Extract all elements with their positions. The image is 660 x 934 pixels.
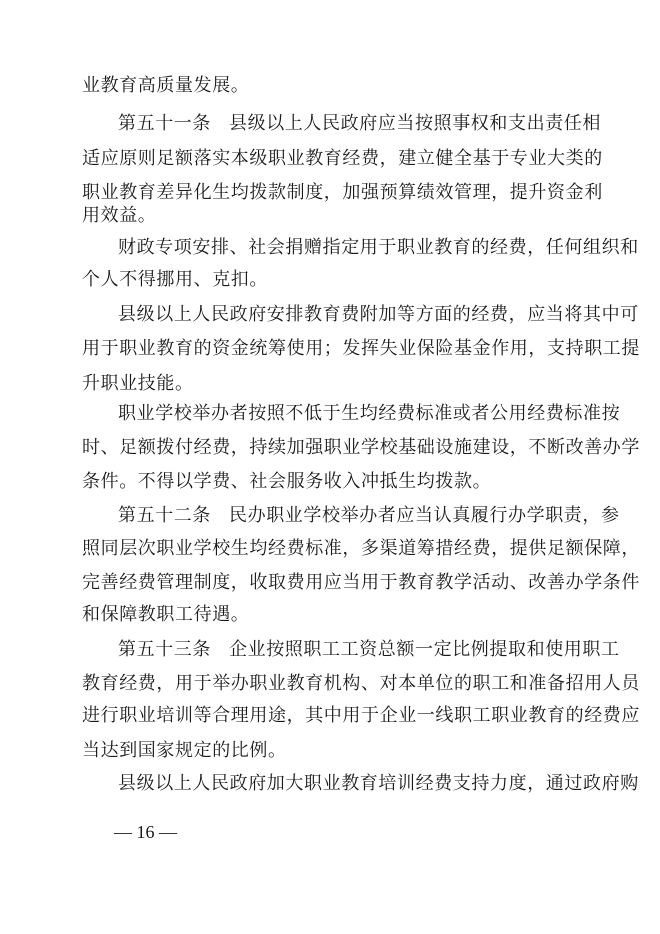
line-text: 照同层次职业学校生均经费标准，多渠道筹措经费，提供足额保障，: [82, 538, 640, 559]
line-text: 适应原则足额落实本级职业教育经费，建立健全基于专业大类的: [82, 148, 603, 169]
text-line: [82, 204, 592, 228]
text-line: [82, 268, 592, 292]
line-text: 教育经费，用于举办职业教育机构、对本单位的职工和准备招用人员: [82, 673, 640, 694]
line-text: 县级以上人民政府加大职业教育培训经费支持力度，通过政府购: [118, 773, 639, 794]
line-text: 完善经费管理制度，收取费用应当用于教育教学活动、改善办学条件: [82, 572, 640, 593]
text-line: [82, 337, 640, 361]
paragraph-first-line: [118, 772, 639, 796]
paragraph-first-line: [118, 236, 639, 260]
text-line: [82, 537, 640, 561]
line-text: 民办职业学校举办者应当认真履行办学职责，参: [229, 505, 620, 526]
text-line: [82, 704, 640, 728]
line-text: 县级以上人民政府应当按照事权和支出责任相: [229, 113, 601, 134]
line-text: 用于职业教育的资金统筹使用；发挥失业保险基金作用，支持职工提: [82, 338, 640, 359]
article-number: 第五十二条: [118, 505, 211, 526]
text-line: [82, 672, 640, 696]
line-text: 职业学校举办者按照不低于生均经费标准或者公用经费标准按: [118, 403, 621, 424]
text-line: [82, 739, 592, 763]
line-text: 企业按照职工工资总额一定比例提取和使用职工: [229, 639, 620, 660]
text-line: [82, 147, 603, 171]
line-text: 业教育高质量发展。: [82, 75, 250, 96]
paragraph-first-line: [118, 402, 621, 426]
line-text: 时、足额拨付经费，持续加强职业学校基础设施建设，不断改善办学: [82, 437, 640, 458]
article-51-heading-line: [118, 112, 601, 136]
line-text: 财政专项安排、社会捐赠指定用于职业教育的经费，任何组织和: [118, 237, 639, 258]
article-53-heading-line: [118, 638, 620, 662]
line-text: 和保障教职工待遇。: [82, 604, 250, 625]
text-line: [82, 372, 592, 396]
paragraph-first-line: [118, 303, 639, 327]
line-text: 条件。不得以学费、社会服务收入冲抵生均拨款。: [82, 471, 492, 492]
text-line: [82, 181, 603, 205]
line-text: 县级以上人民政府安排教育费附加等方面的经费，应当将其中可: [118, 304, 639, 325]
text-line: [82, 436, 640, 460]
line-text: 个人不得挪用、克扣。: [82, 269, 268, 290]
article-number: 第五十一条: [118, 113, 211, 134]
page-number: — 16 —: [114, 822, 177, 842]
text-line: [82, 470, 592, 494]
text-line: [82, 571, 640, 595]
line-text: 职业教育差异化生均拨款制度，加强预算绩效管理，提升资金利: [82, 182, 603, 203]
line-text: 升职业技能。: [82, 373, 194, 394]
line-text: 进行职业培训等合理用途，其中用于企业一线职工职业教育的经费应: [82, 705, 640, 726]
line-text: 用效益。: [82, 205, 157, 226]
article-number: 第五十三条: [118, 639, 211, 660]
article-52-heading-line: [118, 504, 620, 528]
text-line: [82, 603, 592, 627]
text-line: [82, 74, 592, 98]
line-text: 当达到国家规定的比例。: [82, 740, 287, 761]
